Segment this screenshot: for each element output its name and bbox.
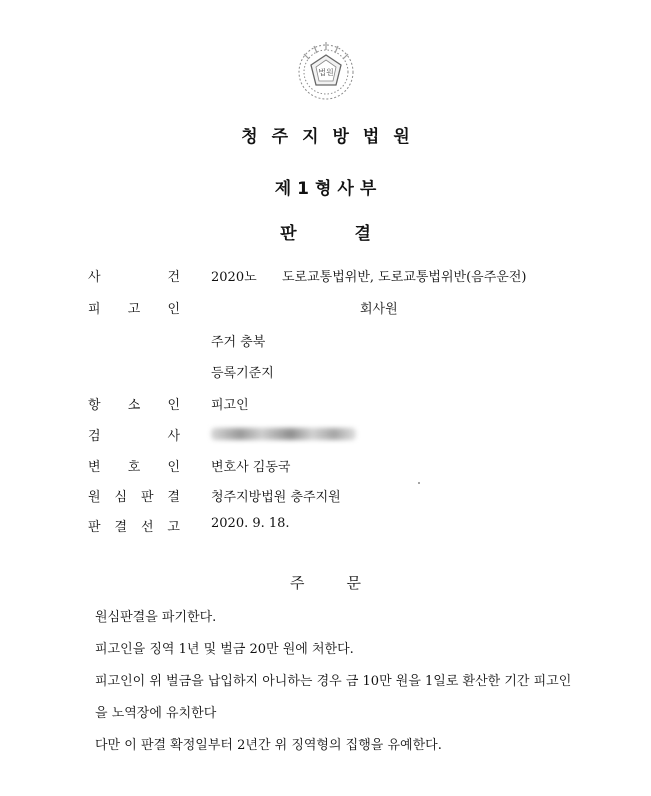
scan-speck [418,482,420,484]
order-line: 피고인이 위 벌금을 납입하지 아니하는 경우 금 10만 원을 1일로 환산한 기간 피고인 [95,674,572,689]
defendant-row [0,298,651,320]
defendant-residence: 주거 충북 [211,335,266,350]
court-name: 청주지방법원 [241,127,424,147]
order-line: 원심판결을 파기한다. [95,610,217,625]
sentencing-date-value: 2020. 9. 18. [211,516,290,531]
defendant-domicile: 등록기준지 [211,366,274,381]
prosecutor-label: 검 사 [88,429,180,444]
defendant-label: 피 고 인 [88,302,180,317]
lower-court-row [0,486,651,508]
document-type: 판결 [280,224,429,244]
seal-text: 법원 [318,68,334,77]
defendant-occupation: 회사원 [360,302,398,317]
case-number: 2020노 [211,270,257,285]
prosecutor-redacted [211,425,356,444]
domicile-row [0,362,651,384]
order-line: 피고인을 징역 1년 및 벌금 20만 원에 처한다. [95,642,354,657]
prosecutor-row [0,425,651,447]
appellant-value: 피고인 [211,398,249,413]
appellant-label: 항 소 인 [88,398,180,413]
sentencing-date-row [0,516,651,538]
counsel-value: 변호사 김동국 [211,460,291,475]
order-line: 다만 이 판결 확정일부터 2년간 위 징역형의 집행을 유예한다. [95,738,442,753]
order-title: 주문 [290,574,403,592]
lower-court-value: 청주지방법원 충주지원 [211,490,341,505]
residence-row [0,331,651,353]
sentencing-date-label: 판 결 선 고 [88,520,180,535]
case-name: 도로교통법위반, 도로교통법위반(음주운전) [282,270,527,285]
case-label: 사 건 [88,270,180,285]
division-name: 제1형사부 [274,179,383,199]
appellant-row [0,394,651,416]
counsel-label: 변 호 인 [88,460,180,475]
case-row [0,266,651,288]
order-line: 을 노역장에 유치한다 [95,706,217,721]
counsel-row [0,456,651,478]
court-seal-icon [294,38,358,102]
lower-court-label: 원 심 판 결 [88,490,180,505]
